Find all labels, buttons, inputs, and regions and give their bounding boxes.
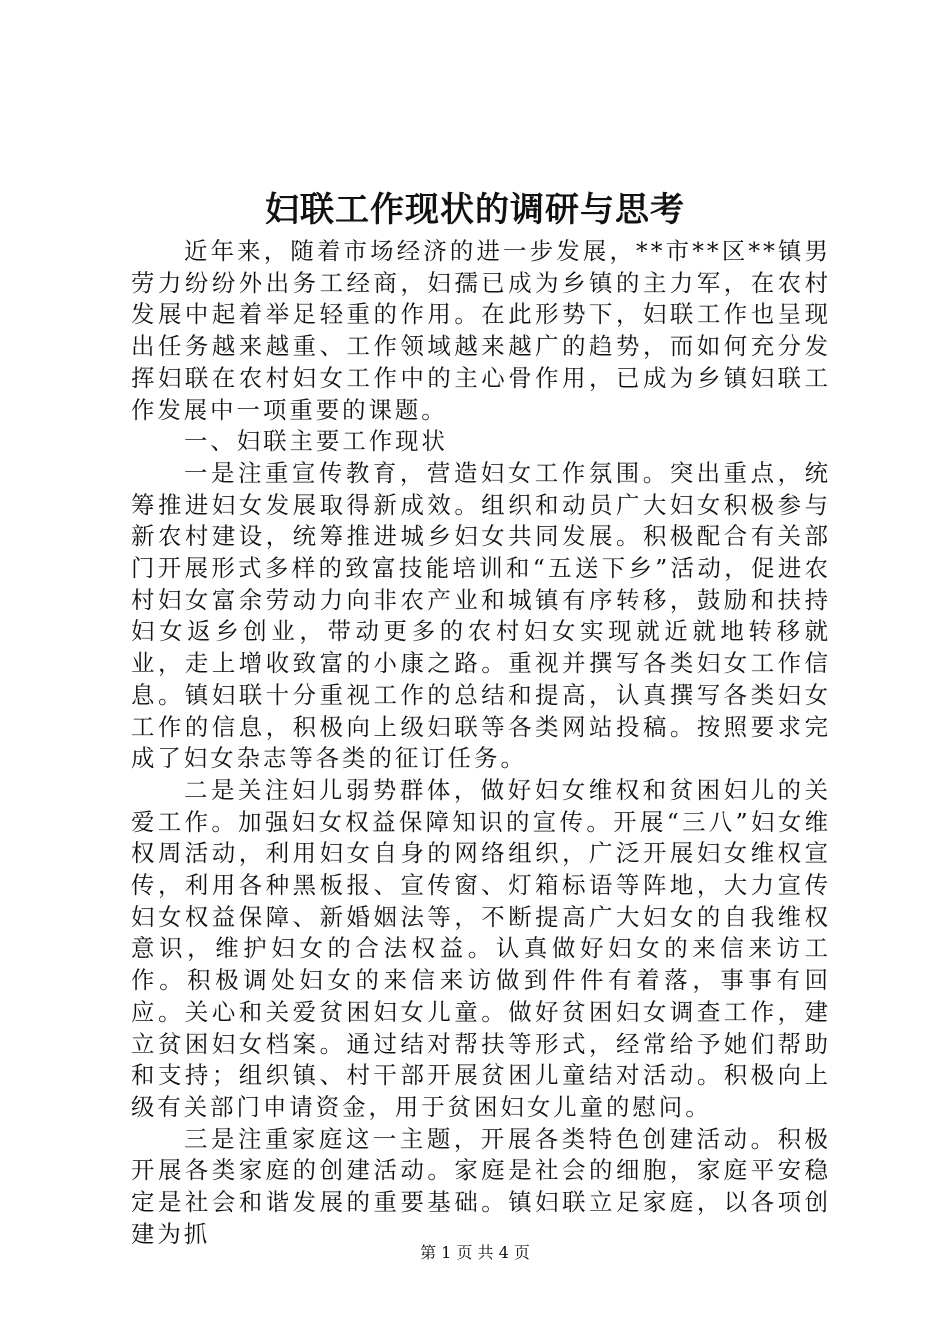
- document-title: 妇联工作现状的调研与思考: [265, 190, 685, 230]
- paragraph-intro: 近年来，随着市场经济的进一步发展，**市**区**镇男劳力纷纷外出务工经商，妇孺已成为乡镇的主力军，在农村发展中起着举足轻重的作用。在此形势下，妇联工作也呈现出任务越来越重、工作领域越来越广的趋势，而如何充分发挥妇联在农村妇女工作中的主心骨作用，已成为乡镇妇联工作发展中一项重要的课题。: [131, 237, 831, 424]
- paragraph-point-three: 三是注重家庭这一主题，开展各类特色创建活动。积极开展各类家庭的创建活动。家庭是社会的细胞，家庭平安稳定是社会和谐发展的重要基础。镇妇联立足家庭，以各项创建为抓: [131, 1124, 831, 1248]
- paragraph-point-two: 二是关注妇儿弱势群体，做好妇女维权和贫困妇儿的关爱工作。加强妇女权益保障知识的宣传。开展“三八”妇女维权周活动，利用妇女自身的网络组织，广泛开展妇女维权宣传，利用各种黑板报、宣传窗、灯箱标语等阵地，大力宣传妇女权益保障、新婚姻法等，不断提高广大妇女的自我维权意识，维护妇女的合法权益。认真做好妇女的来信来访工作。积极调处妇女的来信来访做到件件有着落，事事有回应。关心和关爱贫困妇女儿童。做好贫困妇女调查工作，建立贫困妇女档案。通过结对帮扶等形式，经常给予她们帮助和支持；组织镇、村干部开展贫困儿童结对活动。积极向上级有关部门申请资金，用于贫困妇女儿童的慰问。: [131, 775, 831, 1121]
- paragraph-point-one: 一是注重宣传教育，营造妇女工作氛围。突出重点，统筹推进妇女发展取得新成效。组织和动员广大妇女积极参与新农村建设，统筹推进城乡妇女共同发展。积极配合有关部门开展形式多样的致富技能培训和“五送下乡”活动，促进农村妇女富余劳动力向非农产业和城镇有序转移，鼓励和扶持妇女返乡创业，带动更多的农村妇女实现就近就地转移就业，走上增收致富的小康之路。重视并撰写各类妇女工作信息。镇妇联十分重视工作的总结和提高，认真撰写各类妇女工作的信息，积极向上级妇联等各类网站投稿。按照要求完成了妇女杂志等各类的征订任务。: [131, 458, 831, 773]
- document-body: [131, 236, 831, 1251]
- section-heading: 一、妇联主要工作现状: [184, 427, 448, 456]
- page-number-footer: 第 1 页 共 4 页: [420, 1243, 530, 1262]
